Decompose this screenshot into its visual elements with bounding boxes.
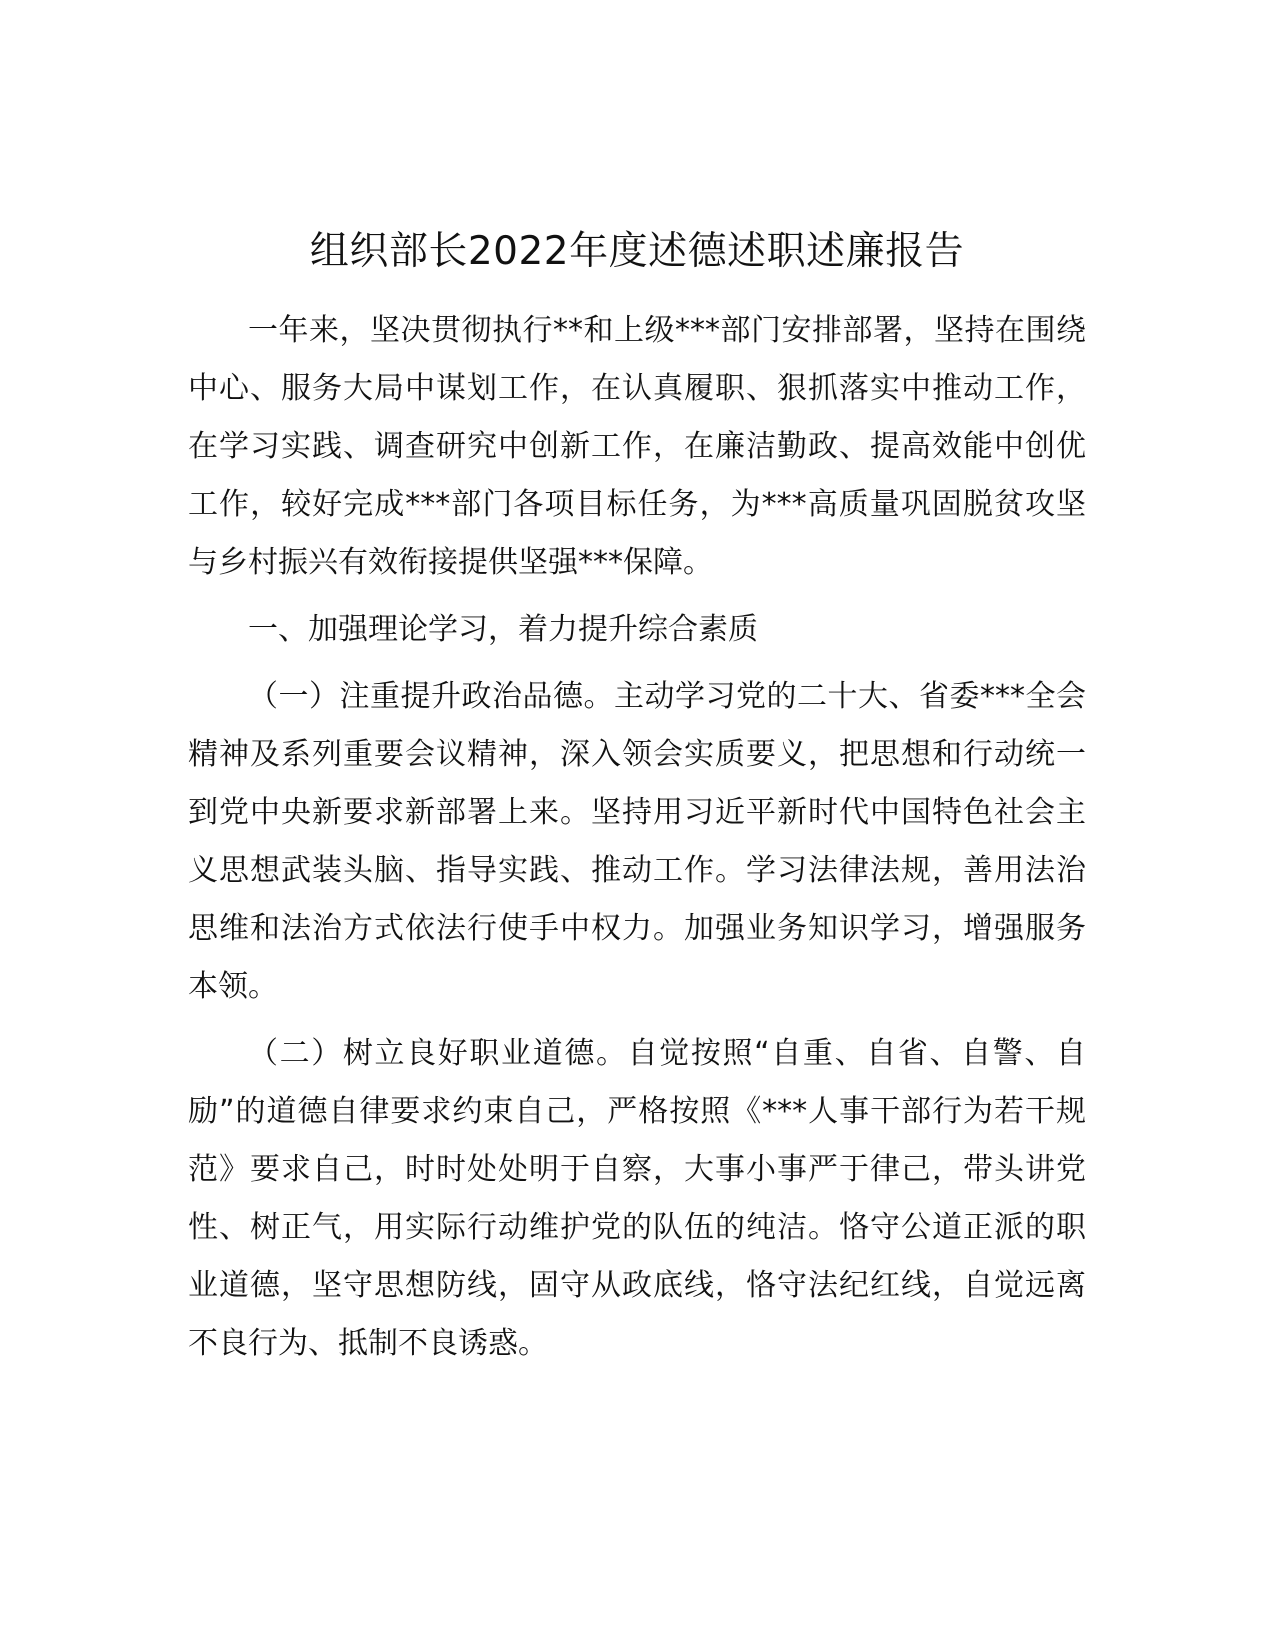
subsection-paragraph-2: （二）树立良好职业道德。自觉按照“自重、自省、自警、自励”的道德自律要求约束自己，严格按照《***人事干部行为若干规范》要求自己，时时处处明于自察，大事小事严于律己，带头讲党性、树正气，用实际行动维护党的队伍的纯洁。恪守公道正派的职业道德，坚守思想防线，固守从政底线，恪守法纪红线，自觉远离不良行为、抵制不良诱惑。 — [188, 1036, 1086, 1361]
subsection-paragraph-1: （一）注重提升政治品德。主动学习党的二十大、省委***全会精神及系列重要会议精神，深入领会实质要义，把思想和行动统一到党中央新要求新部署上来。坚持用习近平新时代中国特色社会主义思想武装头脑、指导实践、推动工作。学习法律法规，善用法治思维和法治方式依法行使手中权力。加强业务知识学习，增强服务本领。 — [188, 679, 1086, 1004]
intro-paragraph: 一年来，坚决贯彻执行**和上级***部门安排部署，坚持在围绕中心、服务大局中谋划工作，在认真履职、狠抓落实中推动工作，在学习实践、调查研究中创新工作，在廉洁勤政、提高效能中创优工作，较好完成***部门各项目标任务，为***高质量巩固脱贫攻坚与乡村振兴有效衔接提供坚强***保障。 — [188, 313, 1086, 580]
document-title: 组织部长2022年度述德述职述廉报告 — [309, 229, 965, 274]
document-body — [188, 222, 1086, 1382]
section-heading-1: 一、加强理论学习，着力提升综合素质 — [248, 612, 758, 647]
